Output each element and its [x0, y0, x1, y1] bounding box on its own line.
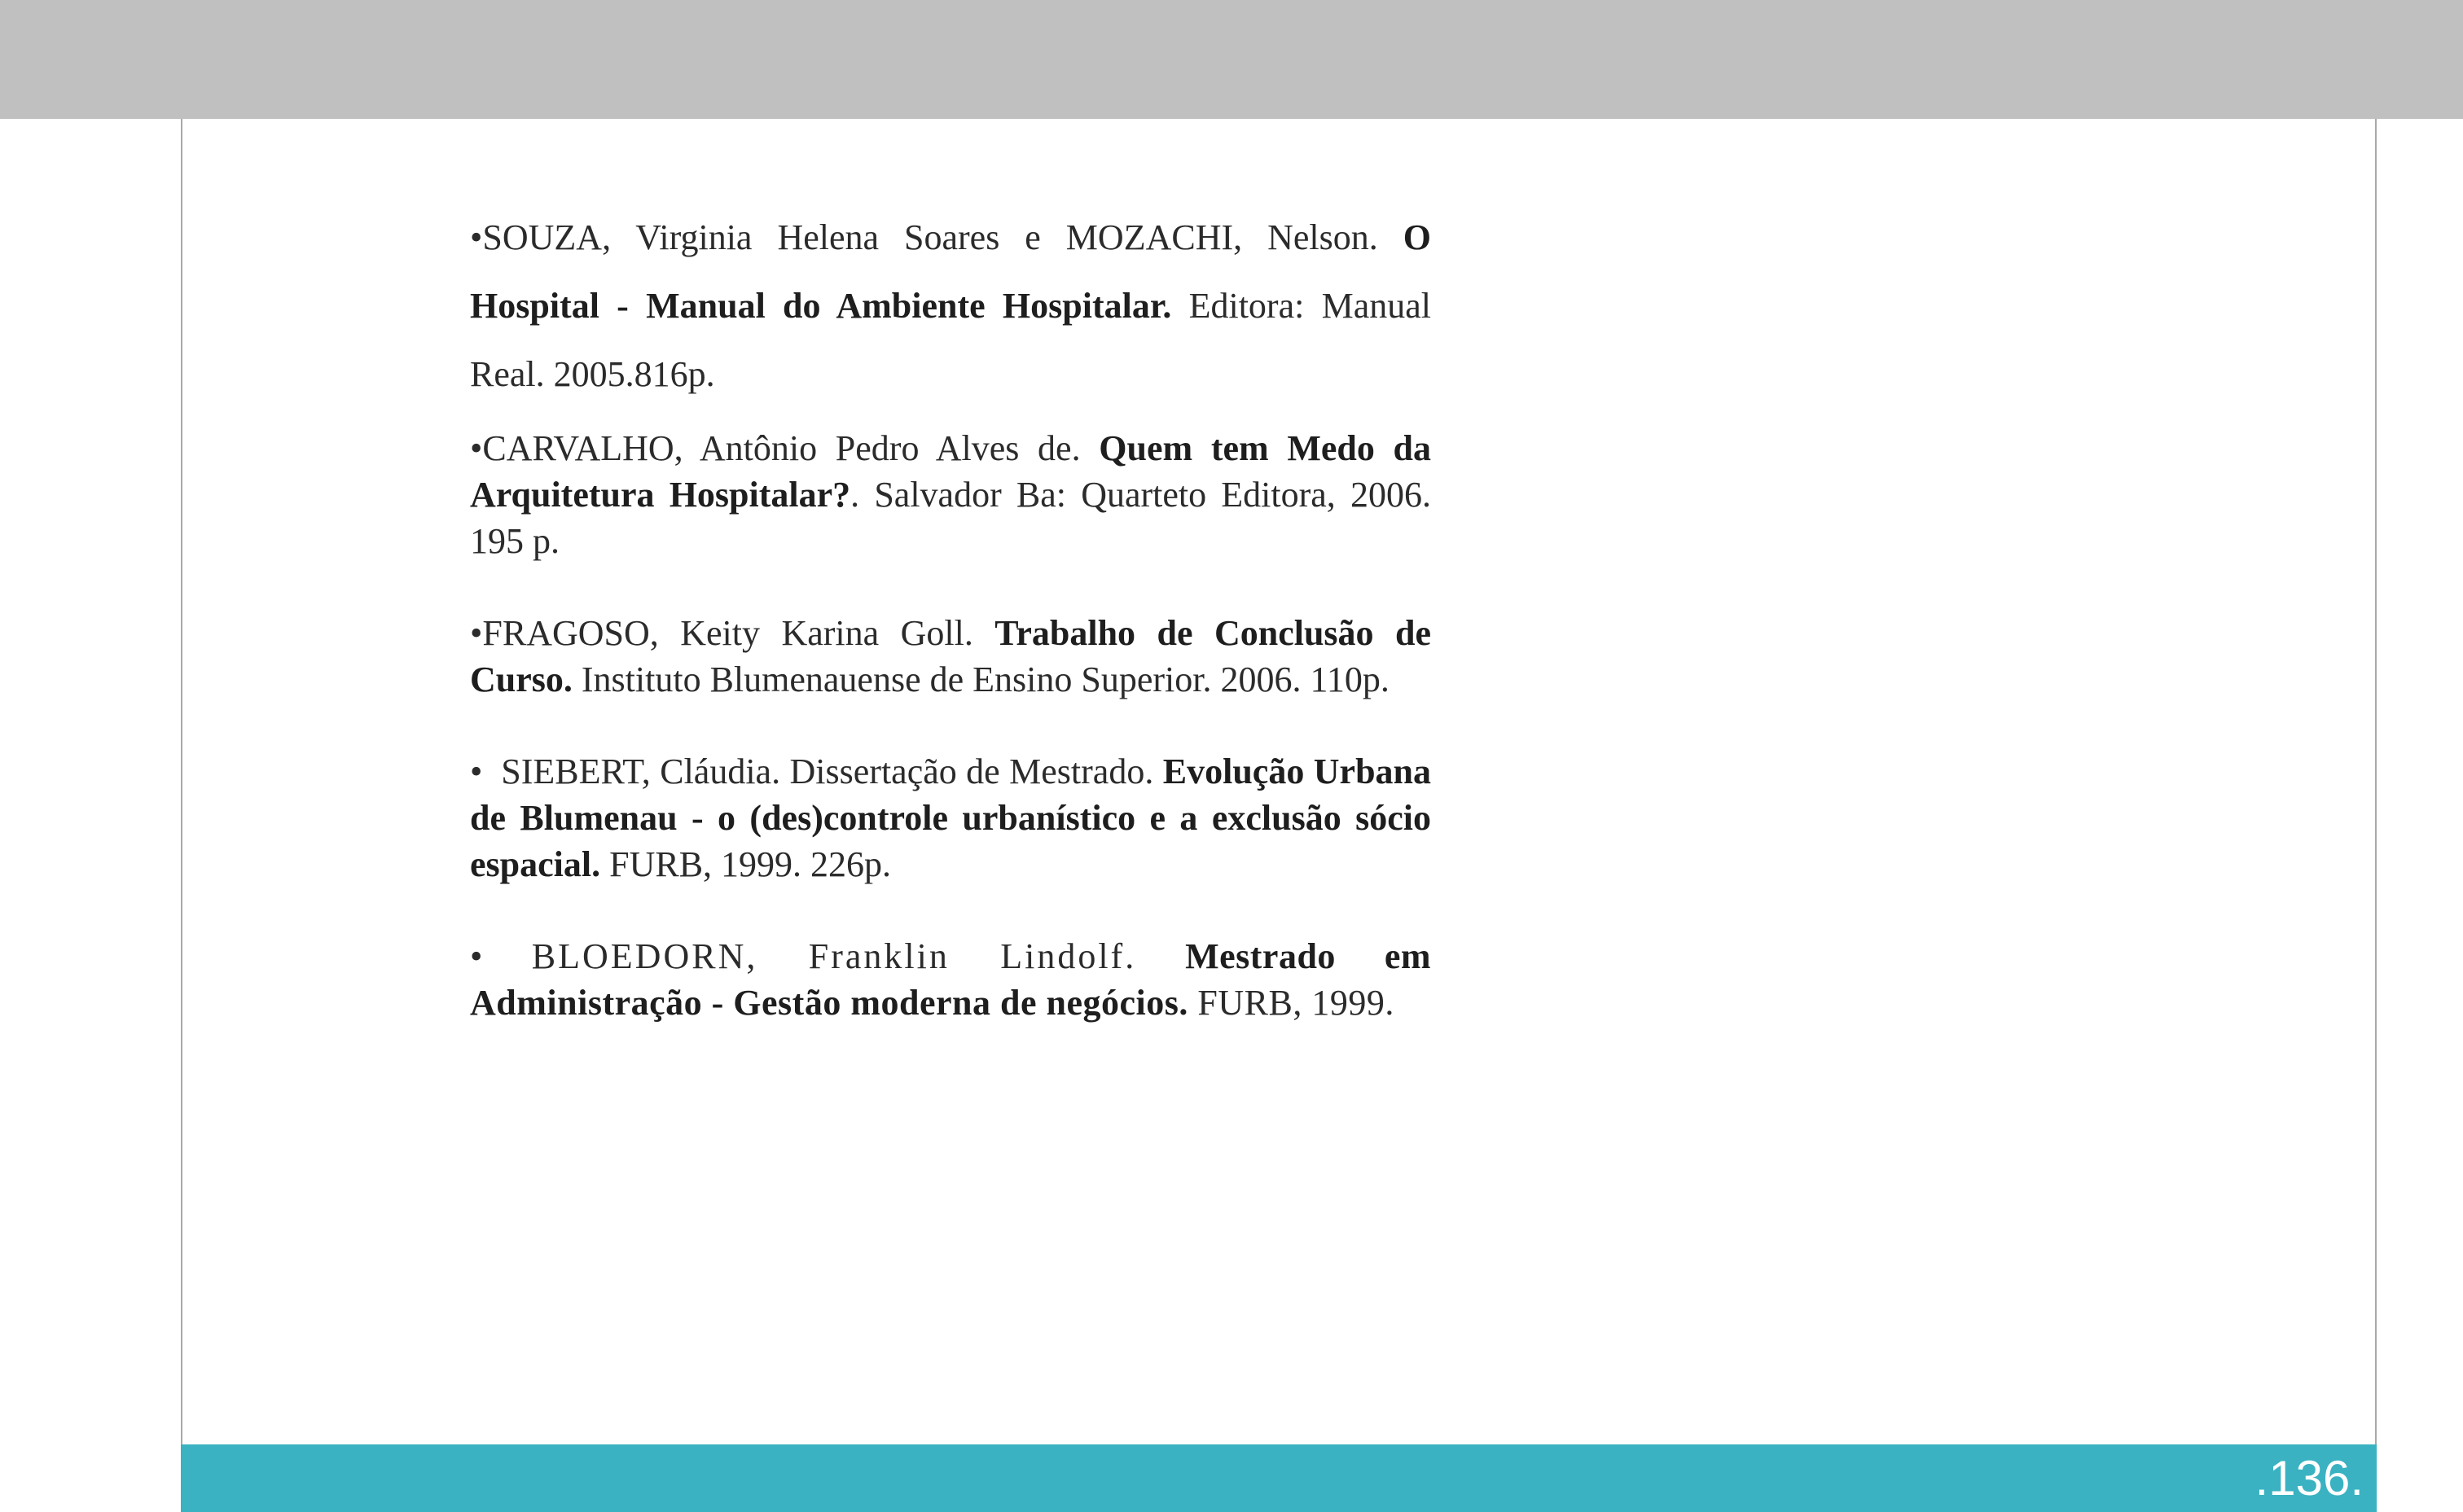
- reference-title: Mestrado em Administração - Gestão moderna de negócios.: [470, 936, 1431, 1023]
- reference-item: [470, 610, 1431, 703]
- reference-bullet: •: [470, 752, 483, 791]
- footer-band: [181, 1444, 2377, 1512]
- reference-authors: SOUZA, Virginia Helena Soares e MOZACHI, Nelson.: [482, 217, 1378, 257]
- reference-title: Quem tem Medo da Arquitetura Hospitalar?: [470, 428, 1432, 515]
- reference-details: FURB, 1999.: [1197, 983, 1394, 1023]
- reference-item: [470, 204, 1431, 409]
- left-frame-line: [181, 119, 182, 1446]
- reference-authors: BLOEDORN, Franklin Lindolf.: [531, 936, 1137, 976]
- reference-authors: CARVALHO, Antônio Pedro Alves de.: [482, 428, 1081, 468]
- reference-authors: FRAGOSO, Keity Karina Goll.: [482, 613, 973, 653]
- reference-item: [470, 748, 1431, 887]
- reference-bullet: •: [470, 428, 483, 468]
- reference-bullet: •: [470, 936, 483, 976]
- reference-bullet: •: [470, 217, 483, 257]
- reference-title: Trabalho de Conclusão de Curso.: [470, 613, 1431, 699]
- reference-item: [470, 425, 1431, 564]
- reference-item: [470, 933, 1431, 1026]
- header-band: [0, 0, 2463, 119]
- reference-details: Editora: Manual Real. 2005.816p.: [470, 286, 1432, 394]
- reference-title: Evolução Urbana de Blumenau - o (des)controle urbanístico e a exclusão sócio espacial.: [470, 752, 1432, 884]
- page-number: .136.: [2254, 1451, 2364, 1505]
- reference-details: . Salvador Ba: Quarteto Editora, 2006. 195 p.: [470, 475, 1431, 561]
- reference-details: FURB, 1999. 226p.: [609, 844, 892, 884]
- right-frame-line: [2375, 119, 2377, 1446]
- reference-bullet: •: [470, 613, 483, 653]
- reference-authors: SIEBERT, Cláudia. Dissertação de Mestrado.: [501, 752, 1154, 791]
- reference-list: [470, 204, 1431, 1026]
- reference-details: Instituto Blumenauense de Ensino Superior. 2006. 110p.: [581, 660, 1390, 699]
- reference-title: O Hospital - Manual do Ambiente Hospitalar.: [470, 217, 1431, 326]
